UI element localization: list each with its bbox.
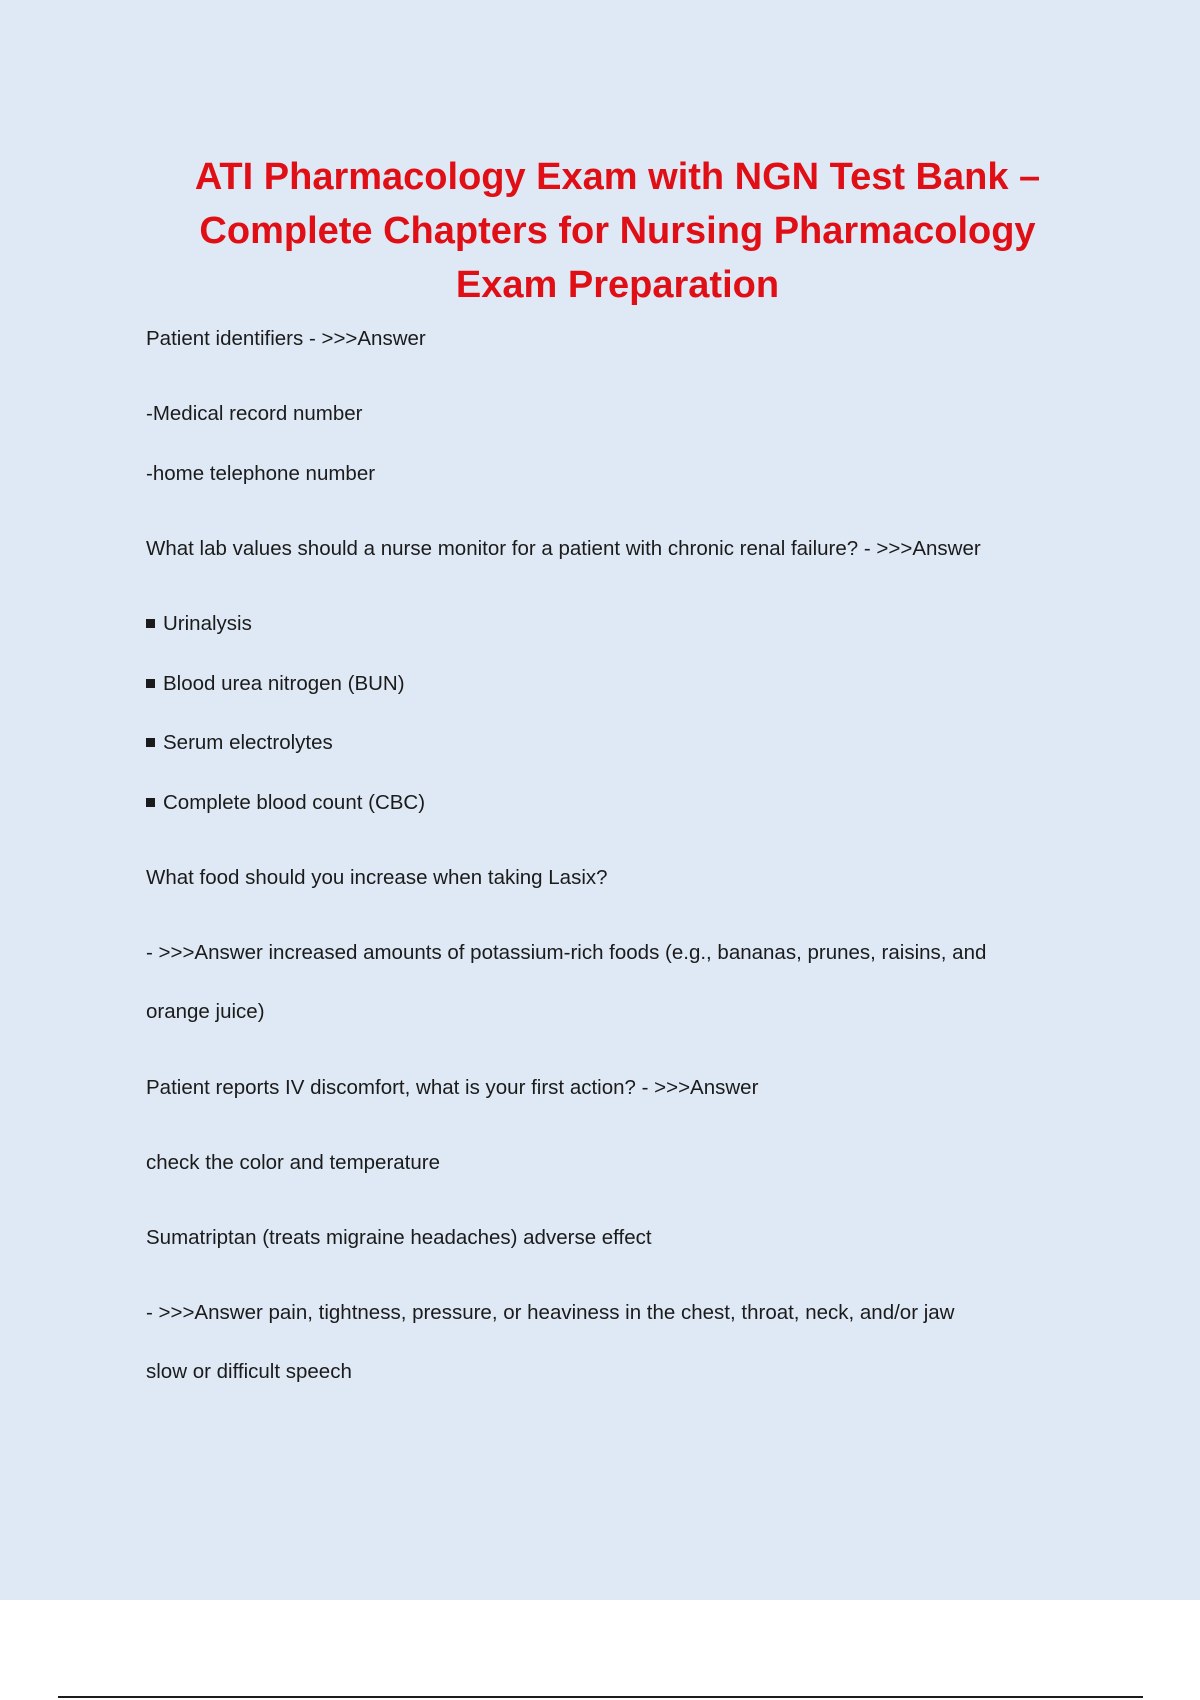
bullet-item-label: Complete blood count (CBC) bbox=[163, 791, 426, 814]
answer-text: - >>>Answer pain, tightness, pressure, or heaviness in the chest, throat, neck, and/or jaw bbox=[146, 1301, 955, 1324]
bullet-item-label: Blood urea nitrogen (BUN) bbox=[163, 672, 405, 695]
bullet-item-label: Urinalysis bbox=[163, 612, 252, 635]
question-text: Patient identifiers - >>>Answer bbox=[146, 327, 426, 350]
title-line-2: Complete Chapters for Nursing Pharmacology bbox=[199, 210, 1036, 252]
title-line-3: Exam Preparation bbox=[455, 264, 780, 306]
question-text: Sumatriptan (treats migraine headaches) adverse effect bbox=[146, 1226, 652, 1249]
answer-text: -home telephone number bbox=[146, 462, 376, 485]
answer-text: orange juice) bbox=[146, 1000, 265, 1023]
answer-text: check the color and temperature bbox=[146, 1151, 440, 1174]
footer-divider bbox=[58, 1696, 1143, 1698]
question-text: What lab values should a nurse monitor for a patient with chronic renal failure? - >>>Answer bbox=[146, 537, 981, 560]
answer-text: slow or difficult speech bbox=[146, 1360, 352, 1383]
title-line-1: ATI Pharmacology Exam with NGN Test Bank – bbox=[194, 156, 1041, 198]
answer-text: - >>>Answer increased amounts of potassium-rich foods (e.g., bananas, prunes, raisins, and bbox=[146, 941, 987, 964]
question-text: Patient reports IV discomfort, what is your first action? - >>>Answer bbox=[146, 1076, 759, 1099]
bullet-item bbox=[146, 610, 252, 638]
bullet-item bbox=[146, 670, 405, 698]
document-title bbox=[150, 150, 1085, 312]
bullet-item bbox=[146, 729, 333, 757]
bullet-item-label: Serum electrolytes bbox=[163, 731, 333, 754]
bullet-item bbox=[146, 789, 425, 817]
question-text: What food should you increase when taking Lasix? bbox=[146, 866, 608, 889]
answer-text: -Medical record number bbox=[146, 402, 363, 425]
